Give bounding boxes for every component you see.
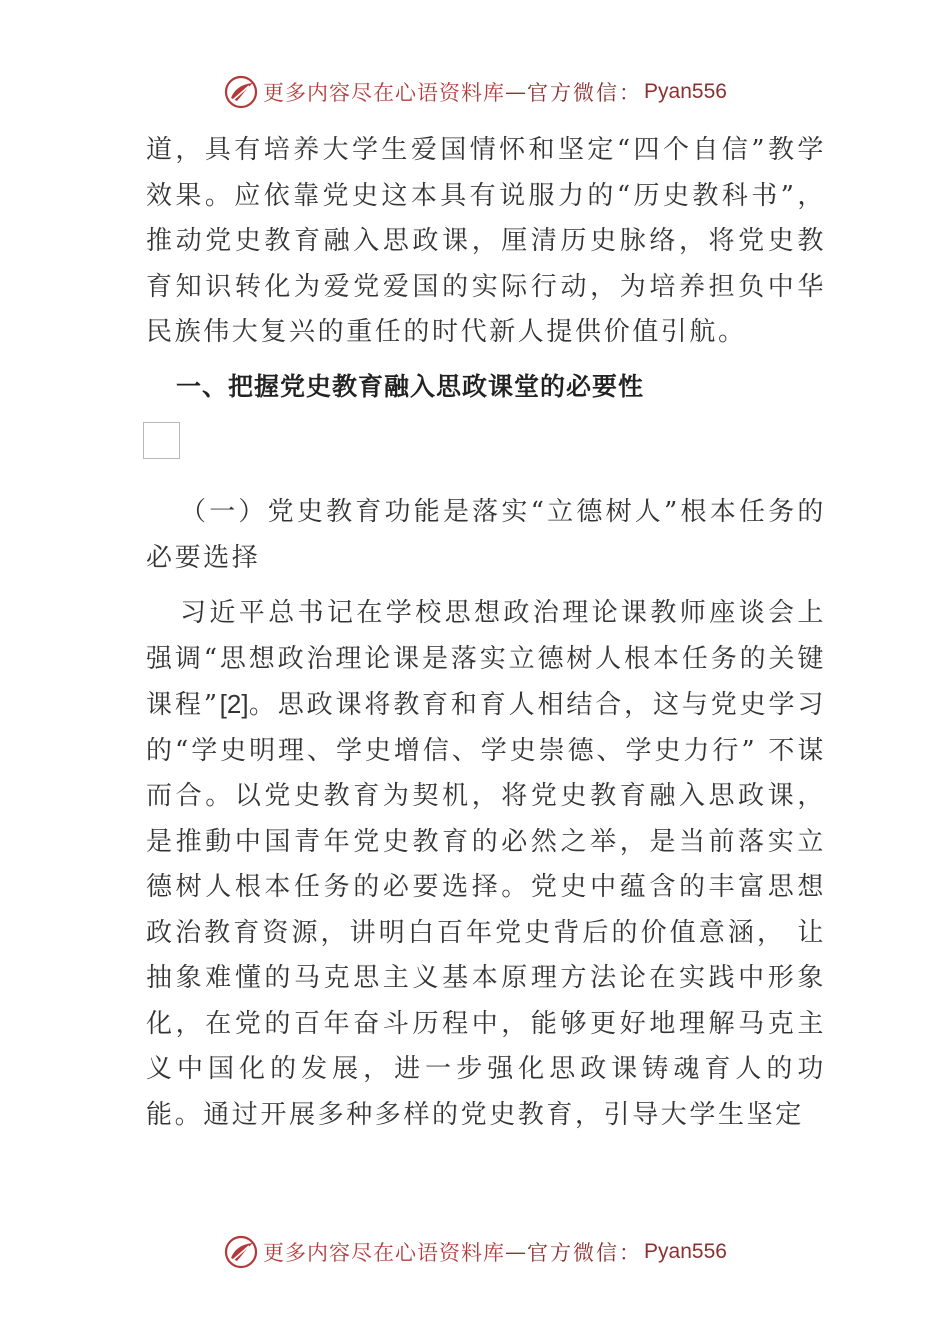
body-text-part-2: 。思政课将教育和育人相结合，这与党史学习的“学史明理、学史增信、学史崇德、学史力行” 不谋而合。以党史教育为契机，将党史教育融入思政课，是推動中国青年党史教育的必然之举，是当前落实立德树人根本任务的必要选择。党史中蕴含的丰富思想政治教育资源，讲明白百年党史背后的价值意涵， 让抽象难懂的马克思主义基本原理方法论在实践中形象化，在党的百年奋斗历程中，能够更好地理解马克主义中国化的发展，进一步强化思政课铸魂育人的功能。通过开展多种多样的党史教育，引导大学生坚定 bbox=[146, 690, 826, 1130]
banner-text: 更多内容尽在心语资料库 bbox=[263, 81, 506, 105]
body-text-part-1: 习近平总书记在学校思想政治理论课教师座谈会上强调“思想政治理论课是落实立德树人根本任务的关键课程” bbox=[146, 598, 826, 720]
wechat-id: Pyan556 bbox=[644, 1240, 727, 1263]
reference-marker[interactable]: [2] bbox=[219, 689, 249, 719]
book-logo-icon bbox=[223, 74, 259, 110]
wechat-label: 官方微信： bbox=[527, 81, 643, 105]
header-banner bbox=[0, 72, 950, 112]
wechat-label: 官方微信： bbox=[527, 1241, 643, 1265]
body-paragraph bbox=[146, 591, 826, 1138]
image-placeholder bbox=[143, 422, 180, 459]
section-heading: 一、把握党史教育融入思政课堂的必要性 bbox=[176, 372, 645, 401]
book-logo-icon bbox=[223, 1234, 259, 1270]
banner-text: 更多内容尽在心语资料库 bbox=[263, 1241, 506, 1265]
intro-paragraph: 道，具有培养大学生爱国情怀和坚定“四个自信”教学效果。应依靠党史这本具有说服力的“历史教科书”，推动党史教育融入思政课，厘清历史脉络，将党史教育知识转化为爱党爱国的实际行动，为培养担负中华民族伟大复兴的重任的时代新人提供价值引航。 bbox=[146, 135, 826, 347]
wechat-id: Pyan556 bbox=[644, 80, 727, 103]
banner-separator: — bbox=[505, 1240, 528, 1264]
subsection-heading: （一）党史教育功能是落实“立德树人”根本任务的必要选择 bbox=[146, 497, 826, 573]
footer-banner bbox=[0, 1232, 950, 1272]
banner-separator: — bbox=[505, 80, 528, 104]
